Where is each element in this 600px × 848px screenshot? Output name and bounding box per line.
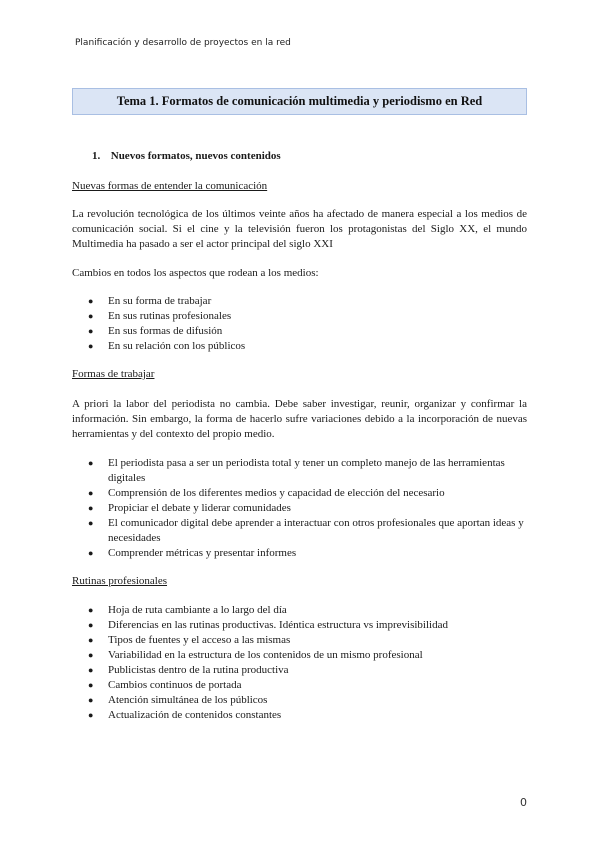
list-item: ● Hoja de ruta cambiante a lo largo del día [88, 604, 287, 616]
bullet-icon: ● [88, 518, 94, 528]
bullet-icon: ● [88, 458, 94, 468]
list-item: ● Comprensión de los diferentes medios y capacidad de elección del necesario [88, 487, 445, 499]
list-item: ● Comprender métricas y presentar informes [88, 547, 297, 559]
list-item: ● Actualización de contenidos constantes [88, 709, 282, 721]
bullet-icon: ● [88, 665, 94, 675]
bullet-icon: ● [88, 680, 94, 690]
list-rutinas [72, 603, 527, 723]
list-item: ● En sus formas de difusión [88, 325, 223, 337]
list-formas-trabajar [72, 456, 527, 561]
list-item: ● Tipos de fuentes y el acceso a las mismas [88, 634, 291, 646]
bullet-icon: ● [88, 605, 94, 615]
subheading-rutinas: Rutinas profesionales [72, 575, 168, 587]
bullet-icon: ● [88, 503, 94, 513]
section-heading [92, 150, 281, 162]
list-item: ● Cambios continuos de portada [88, 679, 242, 691]
bullet-icon: ● [88, 296, 94, 306]
section-title: Nuevos formatos, nuevos contenidos [110, 150, 281, 162]
bullet-icon: ● [88, 488, 94, 498]
bullet-icon: ● [88, 326, 94, 336]
paragraph-revolucion: La revolución tecnológica de los últimos veinte años ha afectado de manera especial a los medios de comunicación social. Si el cine y la televisión fueron los protagonistas del Siglo XX, el mundo Multimedia ha pasado a ser el actor principal del siglo XXI [72, 208, 527, 250]
list-item: ● Atención simultánea de los públicos [88, 694, 268, 706]
list-item: ● En sus rutinas profesionales [88, 310, 232, 322]
subheading-formas-trabajar: Formas de trabajar [72, 368, 155, 380]
subheading-nuevas-formas: Nuevas formas de entender la comunicación [72, 180, 268, 192]
page-number: 0 [520, 796, 527, 809]
list-item: ● Propiciar el debate y liderar comunidades [88, 502, 291, 514]
paragraph-cambios-intro: Cambios en todos los aspectos que rodean a los medios: [72, 267, 319, 279]
bullet-icon: ● [88, 548, 94, 558]
paragraph-labor-periodista: A priori la labor del periodista no cambia. Debe saber investigar, reunir, organizar y confirmar la información. Sin embargo, la forma de hacerlo sufre variaciones debido a la incorporación de nuevas herramientas y del contexto del propio medio. [72, 398, 527, 440]
bullet-icon: ● [88, 620, 94, 630]
list-item: ● El comunicador digital debe aprender a interactuar con otros profesionales que aportan ideas y necesidades [88, 517, 524, 544]
bullet-icon: ● [88, 695, 94, 705]
bullet-icon: ● [88, 341, 94, 351]
list-cambios [72, 294, 527, 354]
bullet-icon: ● [88, 650, 94, 660]
document-title: Tema 1. Formatos de comunicación multimedia y periodismo en Red [72, 88, 527, 115]
list-item: ● En su forma de trabajar [88, 295, 212, 307]
running-header: Planificación y desarrollo de proyectos en la red [75, 38, 291, 48]
list-item: ● Publicistas dentro de la rutina productiva [88, 664, 289, 676]
bullet-icon: ● [88, 710, 94, 720]
list-item: ● En su relación con los públicos [88, 340, 246, 352]
bullet-icon: ● [88, 635, 94, 645]
list-item: ● Variabilidad en la estructura de los contenidos de un mismo profesional [88, 649, 423, 661]
bullet-icon: ● [88, 311, 94, 321]
list-item: ● Diferencias en las rutinas productivas. Idéntica estructura vs imprevisibilidad [88, 619, 448, 631]
section-number: 1. [92, 150, 101, 162]
list-item: ● El periodista pasa a ser un periodista total y tener un completo manejo de las herramientas digitales [88, 457, 505, 484]
